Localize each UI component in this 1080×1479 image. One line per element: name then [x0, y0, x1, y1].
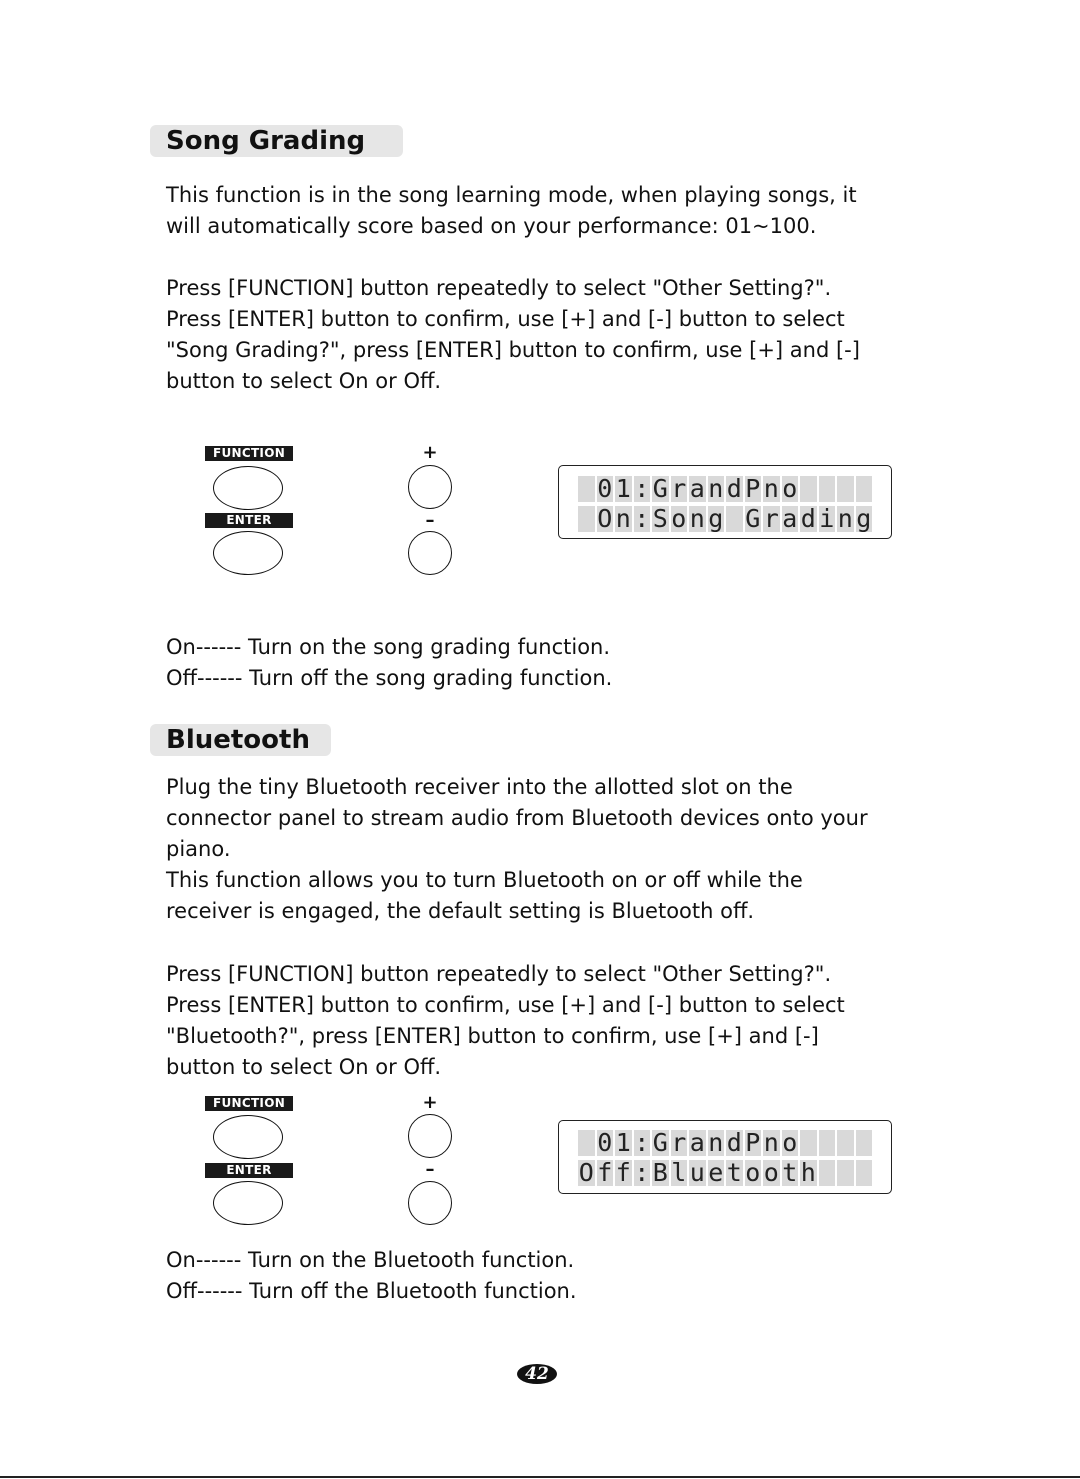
lcd-char-cell — [837, 1160, 854, 1186]
lcd-char-cell: 0 — [597, 1128, 613, 1157]
lcd-char-cell — [578, 476, 595, 502]
minus-button — [408, 531, 452, 575]
function-button — [213, 1115, 283, 1159]
lcd-char-cell — [578, 1130, 595, 1156]
lcd-char-cell: O — [578, 1158, 594, 1187]
text-line: button to select On or Off. — [166, 369, 442, 393]
option-off: Off------ Turn off the song grading function. — [166, 666, 613, 690]
lcd-char-cell: o — [671, 504, 687, 533]
lcd-char-cell: d — [800, 504, 816, 533]
text-line: Press [FUNCTION] button repeatedly to select "Other Setting?". — [166, 276, 832, 300]
lcd-char-cell — [800, 1130, 817, 1156]
lcd-char-cell: a — [782, 504, 798, 533]
lcd-char-cell: n — [689, 504, 705, 533]
lcd-char-cell: G — [652, 1128, 668, 1157]
lcd-char-cell: : — [634, 474, 650, 503]
minus-button-label: – — [425, 1159, 435, 1180]
enter-button — [213, 1181, 283, 1225]
lcd-char-cell: 0 — [597, 474, 613, 503]
lcd-char-cell: S — [652, 504, 668, 533]
lcd-char-cell: n — [708, 474, 724, 503]
enter-button — [213, 531, 283, 575]
text-line: will automatically score based on your performance: 01~100. — [166, 214, 817, 238]
song-grading-intro — [166, 180, 966, 242]
function-button-label: FUNCTION — [205, 1096, 293, 1111]
lcd-char-cell: n — [763, 474, 779, 503]
function-button — [213, 466, 283, 510]
lcd-char-cell — [819, 1160, 836, 1186]
text-line: Press [ENTER] button to confirm, use [+] and [-] button to select — [166, 307, 845, 331]
lcd-char-cell: n — [615, 504, 631, 533]
lcd-char-cell — [800, 476, 817, 502]
option-off: Off------ Turn off the Bluetooth function. — [166, 1279, 577, 1303]
lcd-char-cell — [856, 1160, 873, 1186]
lcd-char-cell: d — [726, 474, 742, 503]
enter-button-label: ENTER — [205, 1163, 293, 1178]
lcd-char-cell: o — [745, 1158, 761, 1187]
minus-button — [408, 1181, 452, 1225]
lcd-char-cell: l — [671, 1158, 687, 1187]
lcd-char-cell: n — [708, 1128, 724, 1157]
lcd-char-cell: P — [745, 1128, 761, 1157]
function-button-label: FUNCTION — [205, 446, 293, 461]
lcd-char-cell: 1 — [615, 474, 631, 503]
lcd-char-cell: : — [634, 1158, 650, 1187]
plus-button-label: + — [422, 442, 438, 463]
lcd-char-cell: n — [837, 504, 853, 533]
lcd-char-cell: 1 — [615, 1128, 631, 1157]
option-on: On------ Turn on the Bluetooth function. — [166, 1248, 575, 1272]
lcd-line-2 — [578, 506, 872, 532]
lcd-char-cell: f — [597, 1158, 613, 1187]
plus-button — [408, 465, 452, 509]
text-line: "Bluetooth?", press [ENTER] button to confirm, use [+] and [-] — [166, 1024, 819, 1048]
enter-button-label: ENTER — [205, 513, 293, 528]
text-line: connector panel to stream audio from Bluetooth devices onto your — [166, 806, 868, 830]
page-number: 42 — [517, 1364, 557, 1384]
plus-button — [408, 1114, 452, 1158]
lcd-char-cell: d — [726, 1128, 742, 1157]
lcd-char-cell: G — [745, 504, 761, 533]
lcd-char-cell: u — [689, 1158, 705, 1187]
lcd-char-cell: n — [763, 1128, 779, 1157]
lcd-char-cell: h — [800, 1158, 816, 1187]
lcd-char-cell — [819, 476, 836, 502]
lcd-display-song-grading — [558, 465, 892, 539]
lcd-char-cell: e — [708, 1158, 724, 1187]
lcd-char-cell: t — [726, 1158, 742, 1187]
lcd-char-cell — [578, 506, 595, 532]
lcd-line-2 — [578, 1160, 872, 1186]
lcd-char-cell — [837, 1130, 854, 1156]
text-line: Plug the tiny Bluetooth receiver into the allotted slot on the — [166, 775, 793, 799]
lcd-char-cell: i — [819, 504, 835, 533]
lcd-char-cell: G — [652, 474, 668, 503]
lcd-char-cell: o — [782, 474, 798, 503]
text-line: Press [ENTER] button to confirm, use [+] and [-] button to select — [166, 993, 845, 1017]
lcd-char-cell — [819, 1130, 836, 1156]
text-line: This function allows you to turn Bluetooth on or off while the — [166, 868, 803, 892]
lcd-char-cell: o — [782, 1128, 798, 1157]
song-grading-steps — [166, 273, 966, 397]
lcd-char-cell — [726, 506, 743, 532]
lcd-char-cell: r — [763, 504, 779, 533]
lcd-line-1 — [578, 476, 872, 502]
lcd-char-cell: : — [634, 504, 650, 533]
plus-button-label: + — [422, 1092, 438, 1113]
bluetooth-intro — [166, 772, 966, 927]
text-line: Press [FUNCTION] button repeatedly to select "Other Setting?". — [166, 962, 832, 986]
lcd-char-cell: r — [671, 1128, 687, 1157]
option-on: On------ Turn on the song grading function. — [166, 635, 611, 659]
lcd-display-bluetooth — [558, 1120, 892, 1194]
text-line: receiver is engaged, the default setting is Bluetooth off. — [166, 899, 755, 923]
lcd-char-cell — [856, 476, 873, 502]
bottom-rule — [0, 1476, 1080, 1478]
lcd-char-cell: P — [745, 474, 761, 503]
lcd-char-cell — [837, 476, 854, 502]
minus-button-label: – — [425, 510, 435, 531]
lcd-char-cell: g — [708, 504, 724, 533]
text-line: "Song Grading?", press [ENTER] button to confirm, use [+] and [-] — [166, 338, 860, 362]
lcd-char-cell: O — [597, 504, 613, 533]
lcd-char-cell: f — [615, 1158, 631, 1187]
lcd-char-cell: o — [763, 1158, 779, 1187]
lcd-line-1 — [578, 1130, 872, 1156]
lcd-char-cell: a — [689, 1128, 705, 1157]
lcd-char-cell: g — [856, 504, 872, 533]
lcd-char-cell: t — [782, 1158, 798, 1187]
text-line: This function is in the song learning mode, when playing songs, it — [166, 183, 857, 207]
lcd-char-cell: B — [652, 1158, 668, 1187]
bluetooth-steps — [166, 959, 966, 1083]
section-title-song-grading: Song Grading — [150, 125, 403, 157]
lcd-char-cell: r — [671, 474, 687, 503]
bluetooth-options — [166, 1245, 966, 1307]
song-grading-options — [166, 632, 966, 694]
text-line: button to select On or Off. — [166, 1055, 442, 1079]
section-title-bluetooth: Bluetooth — [150, 724, 331, 756]
text-line: piano. — [166, 837, 231, 861]
lcd-char-cell: : — [634, 1128, 650, 1157]
lcd-char-cell: a — [689, 474, 705, 503]
lcd-char-cell — [856, 1130, 873, 1156]
